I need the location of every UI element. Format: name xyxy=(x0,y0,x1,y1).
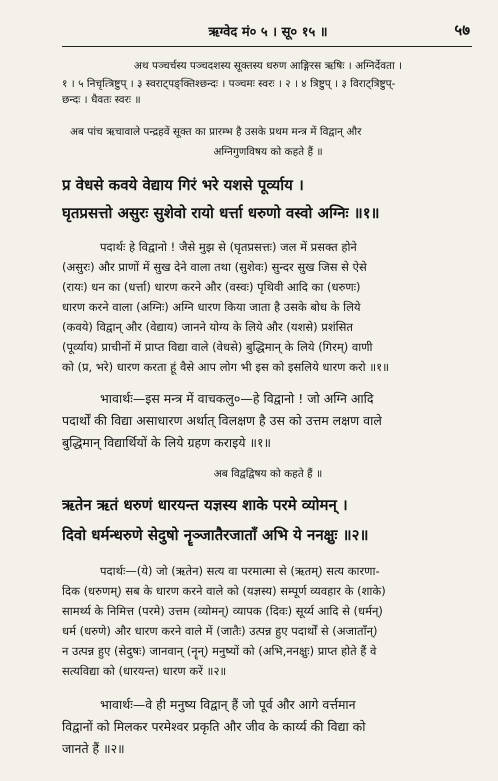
bhavartha-line: पदार्थों की विद्या असाधारण अर्थात् विलक्षण है उस को उत्तम लक्षण वाले xyxy=(62,413,382,428)
padartha-line: पदार्थः—(ये) जो (ऋतेन) सत्य वा परमात्मा से (ऋतम्) सत्य कारणा- xyxy=(100,564,380,578)
padartha-line: न उत्पन्न हुए (सेदुषः) जानवान् (नॄन्) मनुष्यों को (अभि,ननक्षुः) प्राप्त होते हैं वे xyxy=(62,644,377,658)
mantra-line: घृतप्रसत्तो असुरः सुशेवो रायो धर्त्ता धरुणो वस्वो अग्निः ॥१॥ xyxy=(62,204,380,222)
padartha-line: धारण करने वाला (अग्निः) अग्नि धारण किया जाता है उसके बोध के लिये xyxy=(62,300,361,314)
padartha-line: (पूर्व्याय) प्राचीनों में प्राप्त विद्या वाले (वेधसे) बुद्धिमान् के लिये (गिरम्) वाणी xyxy=(62,340,373,354)
meta-line: अथ पञ्चर्चस्य पञ्चदशस्य सूक्तस्य धरुण आङ्गिरस ऋषिः । अग्निर्देवता । xyxy=(133,60,403,72)
mantra-line: प्र वेधसे कवये वेद्याय गिरं भरे यशसे पूर्व्याय । xyxy=(62,176,304,194)
header-rule xyxy=(62,46,472,47)
padartha-line: (रायः) धन का (धर्त्ता) धारण करने और (वस्वः) पृथिवी आदि का (धरुणः) xyxy=(62,280,361,294)
meta-line: १ । ५ निचृत्त्रिष्टुप् । ३ स्वराट्पङ्क्तिश्छन्दः । पञ्चमः स्वरः । २ । ४ त्रिष्टुप् । ३ विराट्त्रिष्टुप्- xyxy=(62,78,396,90)
padartha-line: (कवये) विद्वान् और (वेद्याय) जानने योग्य के लिये और (यशसे) प्रशंसित xyxy=(62,320,353,334)
bhavartha-line: जानते हैं ॥२॥ xyxy=(62,741,125,756)
intro-line: अब विद्वद्विषय को कहते हैं ॥ xyxy=(213,468,323,480)
meta-line: छन्दः । धैवतः स्वरः ॥ xyxy=(62,94,141,106)
mantra-line: दिवो धर्मन्धरुणे सेदुषो नॄञ्जातैरजाताँ अभि ये ननक्षुः ॥२॥ xyxy=(62,526,369,544)
bhavartha-line: भावार्थः—इस मन्त्र में वाचकलु०—हे विद्वानो ! जो अग्नि आदि xyxy=(100,391,374,406)
running-header: ऋग्वेद मं० ५ । सू० १५ ॥ xyxy=(208,25,328,40)
bhavartha-line: बुद्धिमान् विद्यार्थियों के लिये ग्रहण कराइये ॥१॥ xyxy=(62,435,271,450)
mantra-line: ऋतेन ऋतं धरुणं धारयन्त यज्ञस्य शाके परमे व्योमन् । xyxy=(62,496,348,514)
padartha-line: दिक (धरुणम्) सब के धारण करने वाले को (यज्ञस्य) सम्पूर्ण व्यवहार के (शाके) xyxy=(62,584,386,598)
padartha-line: धर्म (धरुणे) और धारण करने वाले में (जातैः) उत्पन्न हुए पदार्थों से (अजाताँन्) xyxy=(62,624,378,638)
intro-line: अग्निगुणविषय को कहते हैं ॥ xyxy=(213,146,323,158)
page-number: ५७ xyxy=(454,21,470,39)
intro-line: अब पांच ऋचावाले पन्द्रहवें सूक्त का प्रारम्भ है उसके प्रथम मन्त्र में विद्वान् और xyxy=(70,126,362,138)
padartha-line: (असुरः) और प्राणों में सुख देने वाला तथा (सुशेवः) सुन्दर सुख जिस से ऐसे xyxy=(62,260,367,274)
bhavartha-line: विद्वानों को मिलकर परमेश्वर प्रकृति और जीव के कार्य्य की विद्या को xyxy=(62,719,366,734)
padartha-line: सामर्थ्य के निमित्त (परमे) उत्तम (व्योमन्) व्यापक (दिवः) सूर्य्य आदि से (धर्मन्) xyxy=(62,604,383,618)
padartha-line: पदार्थः हे विद्वानो ! जैसे मुझ से (घृतप्रसत्तः) जल में प्रसक्त होने xyxy=(100,240,357,254)
padartha-line: सत्यविद्या को (धारयन्त) धारण करें ॥२॥ xyxy=(62,664,227,678)
bhavartha-line: भावार्थः—वे ही मनुष्य विद्वान् हैं जो पूर्व और आगे वर्त्तमान xyxy=(100,697,356,712)
padartha-line: को (प्र, भरे) धारण करता हूं वैसे आप लोग भी इस को इसलिये धारण करो ॥१॥ xyxy=(62,360,390,374)
